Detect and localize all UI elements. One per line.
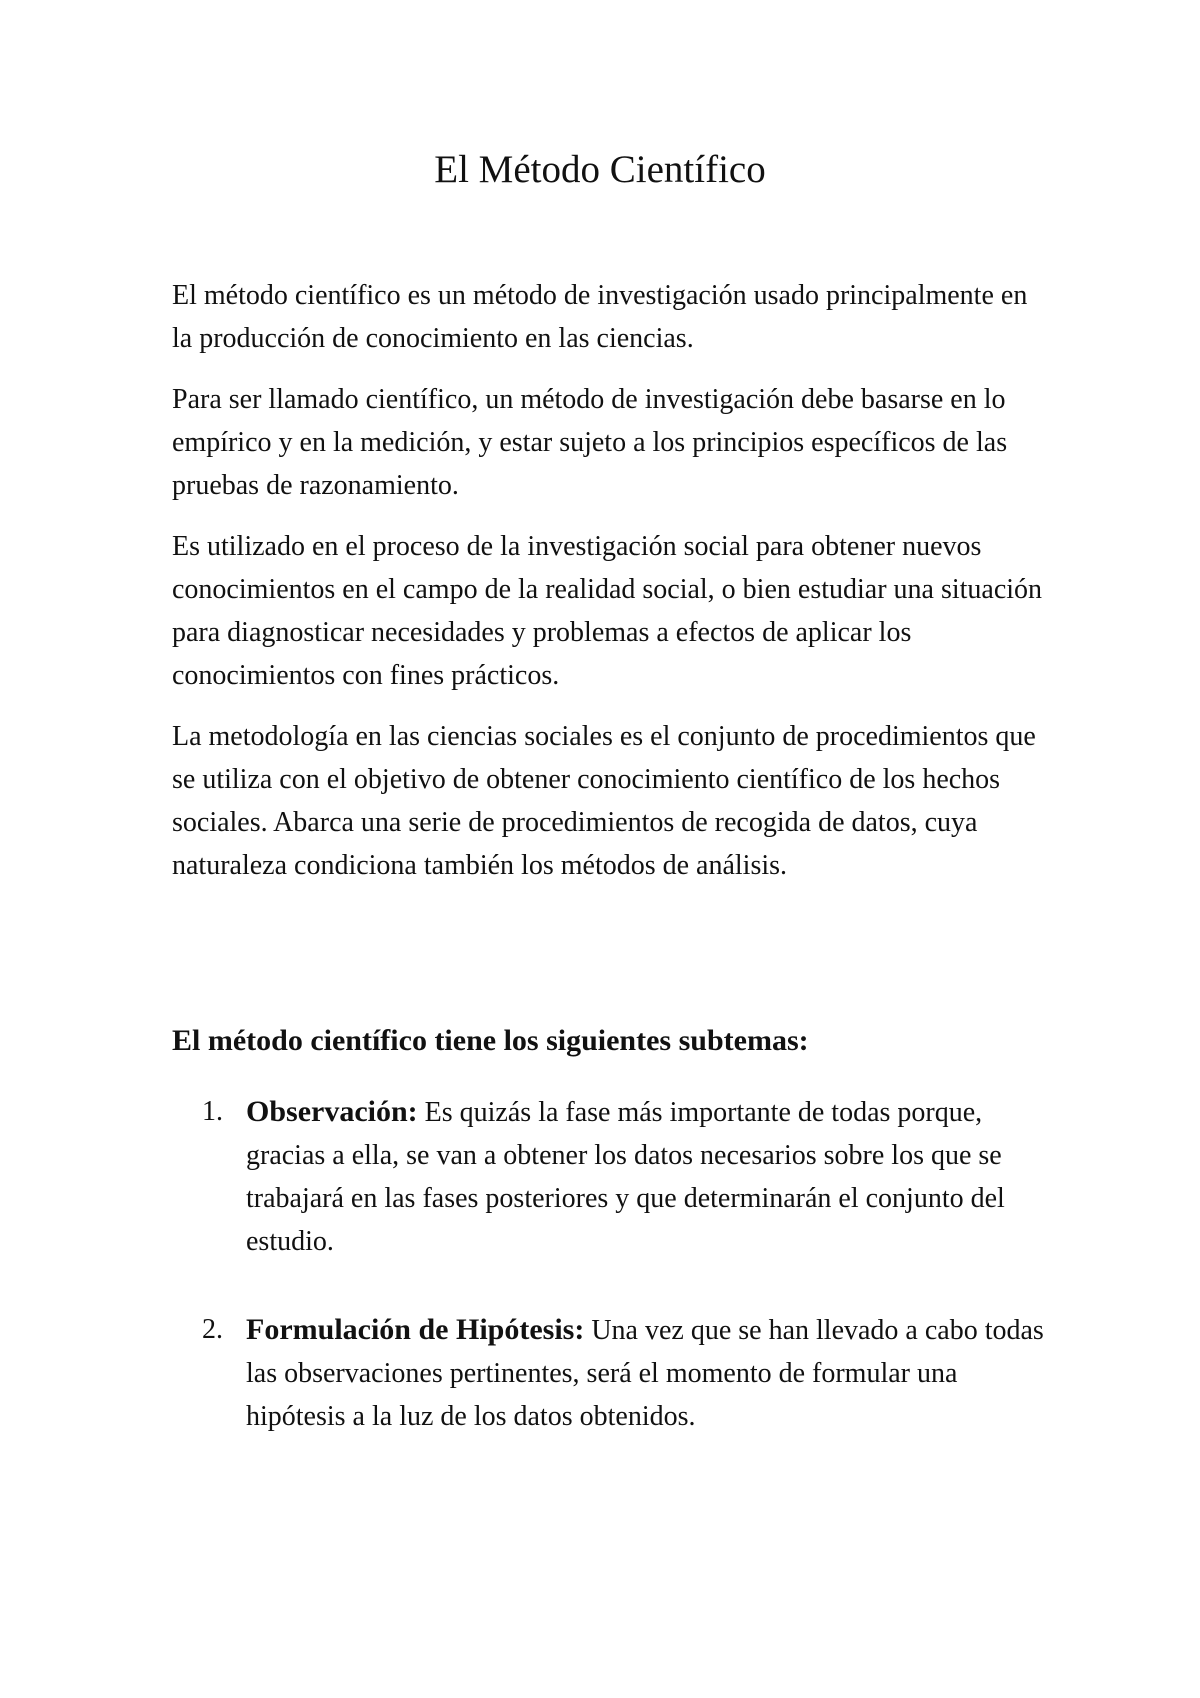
paragraph: El método científico es un método de investigación usado principalmente en la producción de conocimiento en las ciencias. (172, 280, 1028, 354)
paragraph: Es utilizado en el proceso de la investigación social para obtener nuevos conocimientos en el campo de la realidad social, o bien estudiar una situación para diagnosticar necesidades y problemas a efectos de aplicar los conocimientos con fines prácticos. (172, 531, 1043, 691)
body-text (172, 274, 1052, 905)
list-item-term: Observación: (246, 1095, 418, 1128)
page-title: El Método Científico (434, 148, 766, 191)
subtopics-list (172, 1090, 1052, 1483)
list-item-text: Es quizás la fase más importante de todas porque, gracias a ella, se van a obtener los datos necesarios sobre los que se trabajará en las fases posteriores y que determinarán el conjunto del estudio. (246, 1097, 1005, 1257)
paragraph: La metodología en las ciencias sociales es el conjunto de procedimientos que se utiliza con el objetivo de obtener conocimiento científico de los hechos sociales. Abarca una serie de procedimientos de recogida de datos, cuya naturaleza condiciona también los métodos de análisis. (172, 721, 1036, 881)
list-item (172, 1308, 1052, 1438)
section-heading: El método científico tiene los siguientes subtemas: (172, 1024, 809, 1057)
list-number: 1. (202, 1096, 223, 1127)
paragraph: Para ser llamado científico, un método de investigación debe basarse en lo empírico y en la medición, y estar sujeto a los principios específicos de las pruebas de razonamiento. (172, 384, 1008, 501)
list-item-text: Una vez que se han llevado a cabo todas las observaciones pertinentes, será el momento de formular una hipótesis a la luz de los datos obtenidos. (246, 1315, 1044, 1432)
list-item (172, 1090, 1052, 1263)
list-item-term: Formulación de Hipótesis: (246, 1313, 585, 1346)
list-number: 2. (202, 1314, 223, 1345)
